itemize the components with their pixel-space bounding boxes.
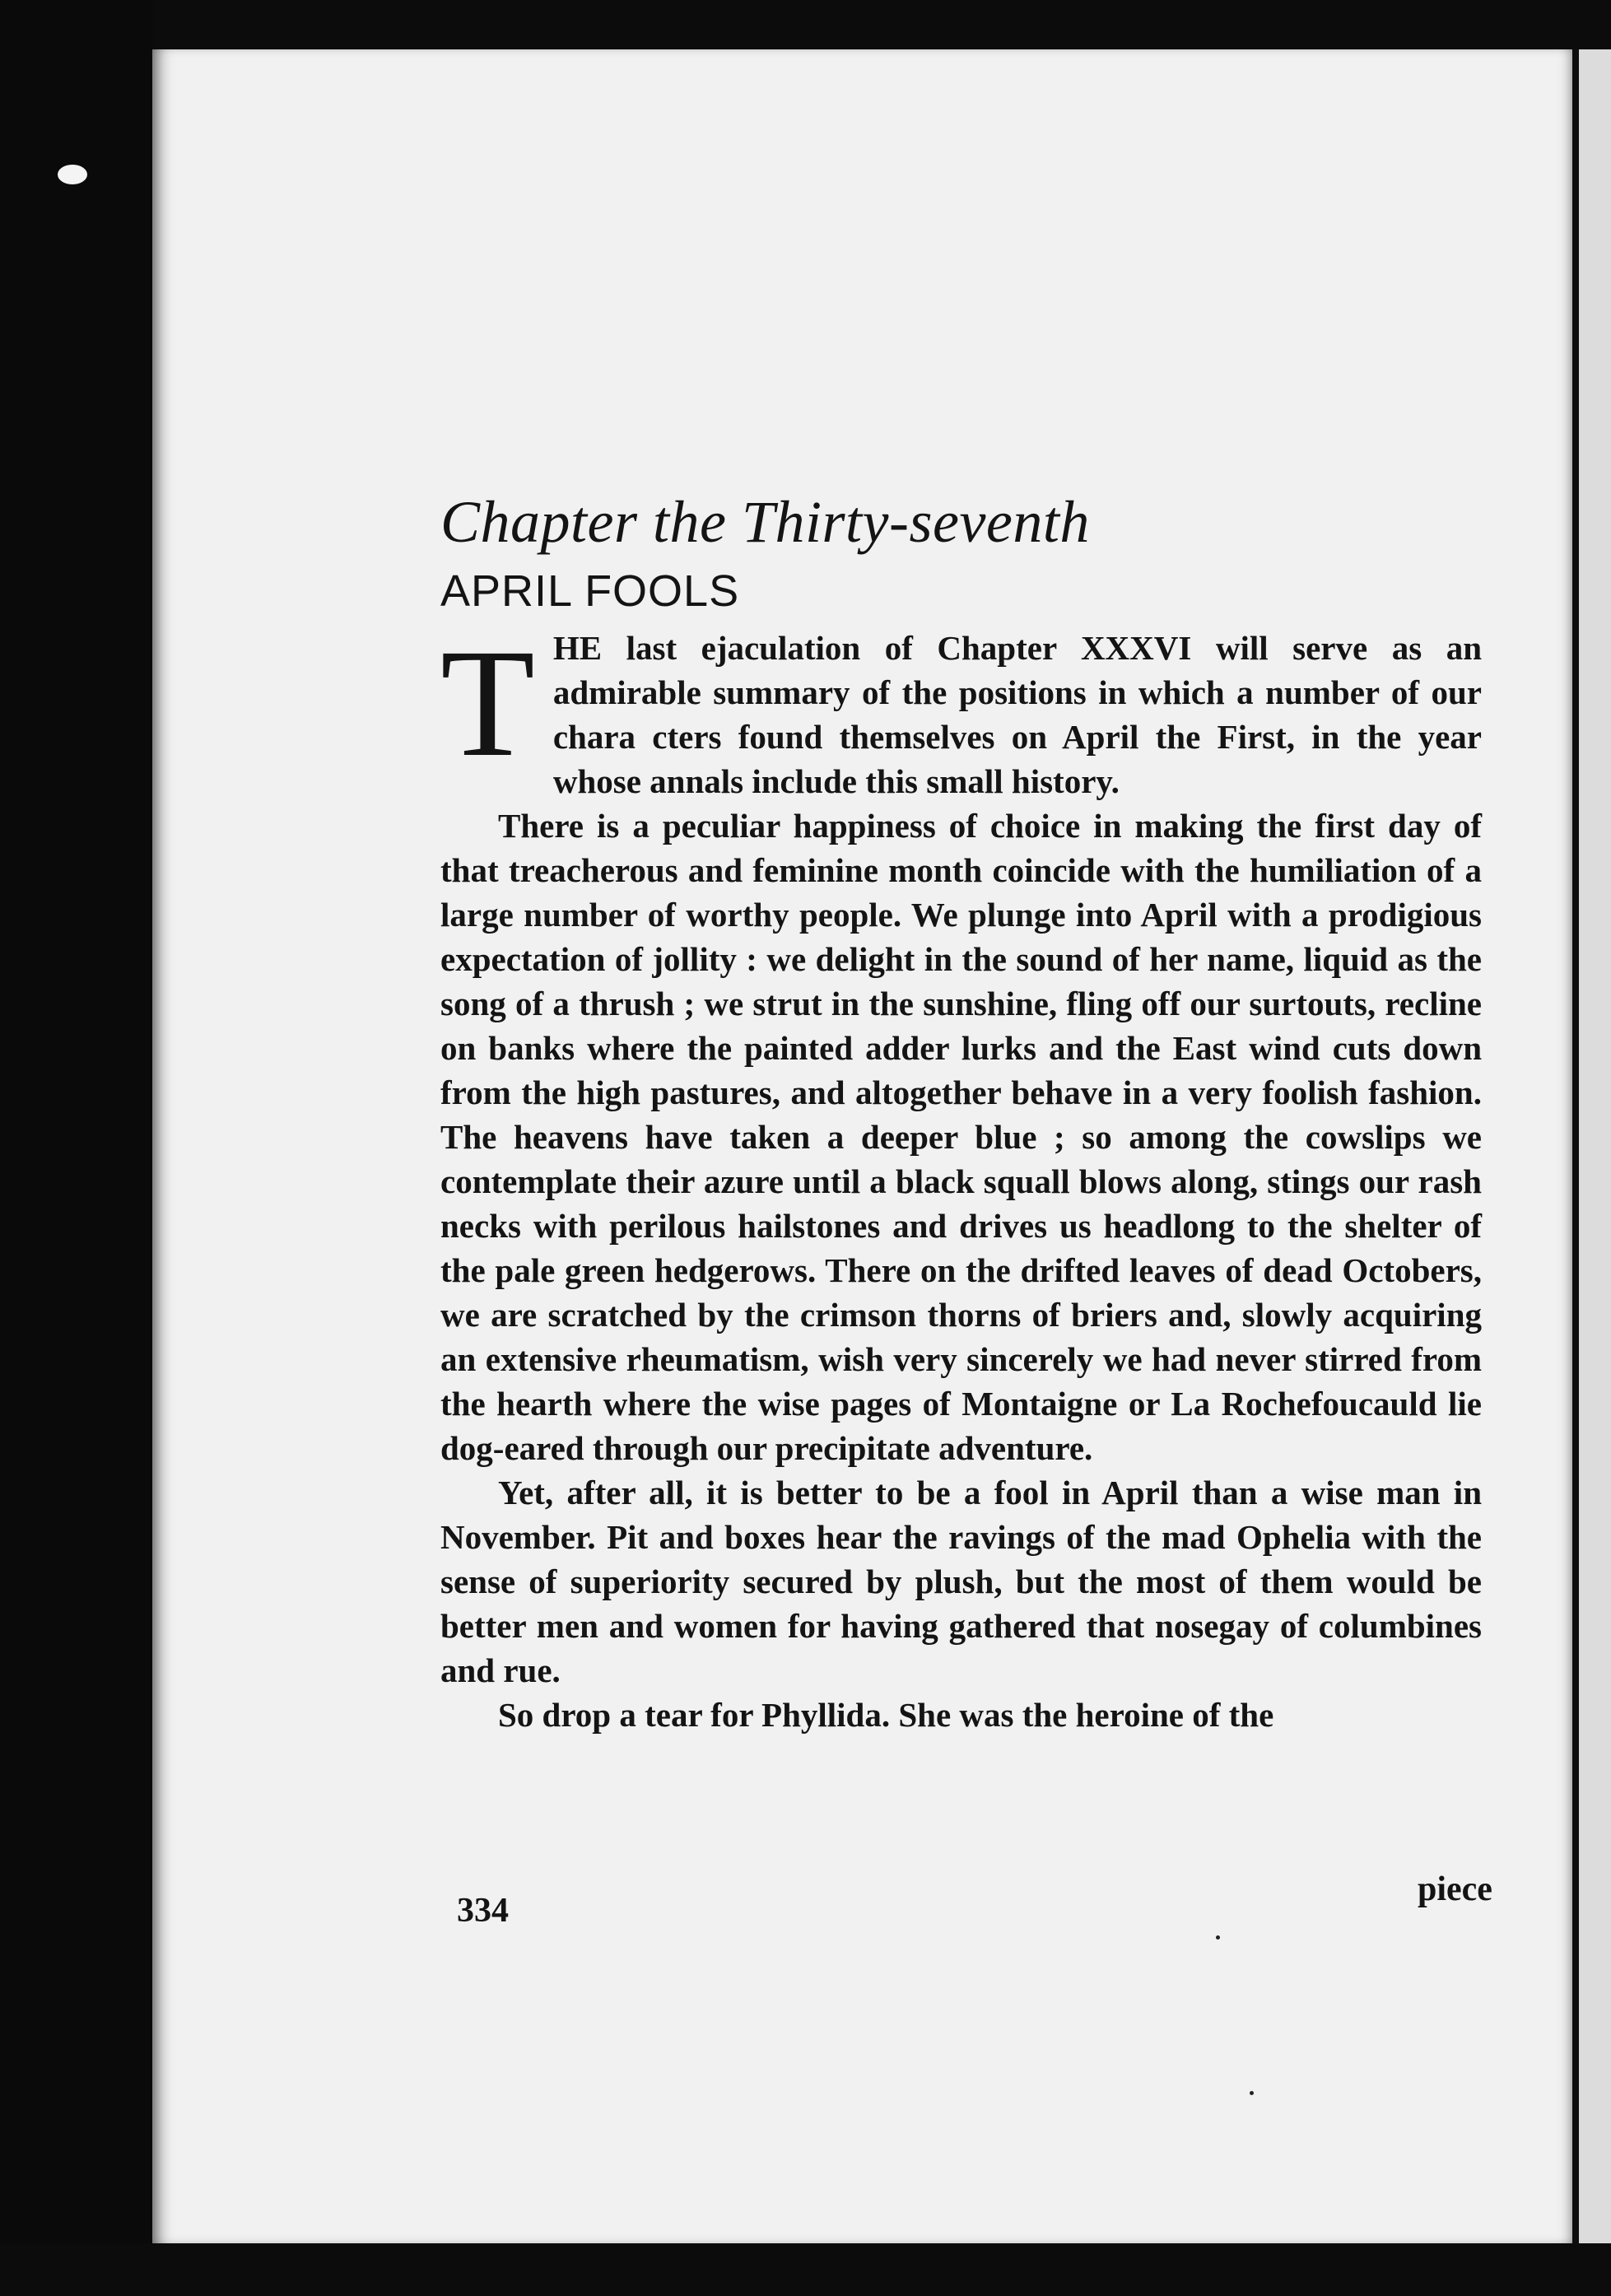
opening-paragraph: [440, 617, 1482, 803]
body-paragraph: There is a peculiar happiness of choice in making the first day of that treacherous and feminine month coincide with the humiliation of a large number of worthy people. We plunge into April with a prodigious expectation of jollity : we delight in the sound of her name, liquid as the song of a thrush ; we strut in the sunshine, fling off our surtouts, recline on banks where the painted adder lurks and the East wind cuts down from the high pastures, and altogether behave in a very foolish fashion. The heavens have taken a deeper blue ; so among the cowslips we contemplate their azure until a black squall blows along, stings our rash necks with perilous hailstones and drives us headlong to the shelter of the pale green hedgerows. There on the drifted leaves of dead Octobers, we are scratched by the crimson thorns of briers and, slowly acquiring an extensive rheumatism, wish very sincerely we had never stirred from the hearth where the wise pages of Montaigne or La Rochefoucauld lie dog-eared through our precipitate adventure.: [440, 807, 1482, 1467]
catchword: piece: [1418, 1870, 1492, 1908]
section-heading: APRIL FOOLS: [440, 566, 740, 616]
drop-cap: T: [440, 617, 535, 789]
next-page-edge: [1572, 49, 1611, 2296]
page-number: 334: [457, 1892, 509, 1930]
body-paragraph: So drop a tear for Phyllida. She was the heroine of the: [498, 1696, 1274, 1734]
page-text-block: [440, 486, 1482, 1737]
scan-left-margin: [0, 0, 152, 2296]
scan-speck: [1216, 1935, 1220, 1940]
scan-bottom-margin: [0, 2243, 1611, 2296]
body-paragraph: Yet, after all, it is better to be a fool in April than a wise man in November. Pit and boxes hear the ravings of the mad Ophelia with the sense of superiority secured by plush, but the most of them would be better men and women for having gathered that nosegay of columbines and rue.: [440, 1474, 1482, 1689]
scan-artifact: [58, 165, 87, 184]
chapter-heading: Chapter the Thirty-seventh: [440, 489, 1090, 555]
opening-paragraph-text: HE last ejaculation of Chapter XXXVI will serve as an admirable summary of the positions in which a number of our chara cters found themselves on April the First, in the year whose annals include this small history.: [552, 629, 1482, 800]
scan-speck: [1250, 2091, 1254, 2095]
